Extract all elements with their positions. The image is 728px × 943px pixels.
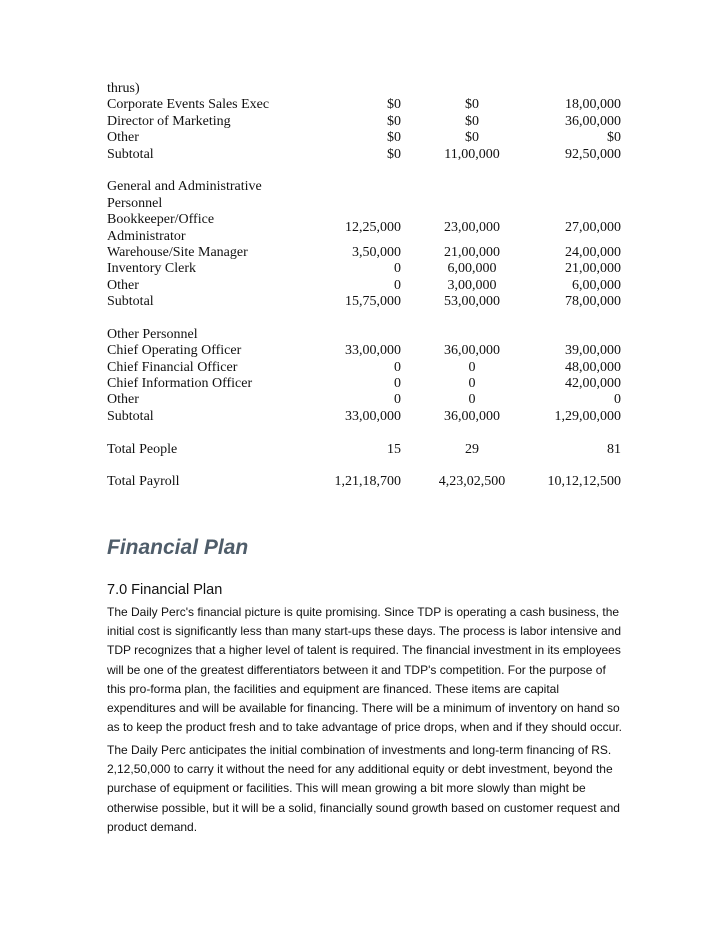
spacer (107, 163, 627, 179)
year1-value: 33,00,000 (345, 343, 401, 359)
table-row: Warehouse/Site Manager 3,50,000 21,00,000 24,00,000 (107, 244, 621, 260)
year1-value: 0 (394, 359, 401, 375)
text-line: as to keep the product fresh and to take advantage of price drops, when and if they should occur. (107, 720, 622, 735)
year3-value: 27,00,000 (565, 220, 621, 236)
year3-value: 0 (614, 392, 621, 408)
text-line: TDP recognizes that a higher level of talent is required. The financial investment in its employees (107, 643, 621, 658)
spacer (107, 425, 627, 441)
row-label: Subtotal (107, 408, 154, 424)
table-row: Other $0 $0 $0 (107, 130, 621, 146)
year1-value: 15,75,000 (345, 294, 401, 310)
table-row: Other 0 3,00,000 6,00,000 (107, 277, 621, 293)
row-label: Chief Operating Officer (107, 343, 242, 359)
table-row: Total People 15 29 81 (107, 441, 621, 457)
year3-value: 1,29,00,000 (554, 408, 621, 424)
table-row (107, 327, 627, 343)
table-row: Inventory Clerk 0 6,00,000 21,00,000 (107, 261, 621, 277)
year1-value: $0 (387, 130, 401, 146)
year1-value: 0 (394, 392, 401, 408)
row-label: Subtotal (107, 146, 154, 162)
row-label: Subtotal (107, 294, 154, 310)
spacer (107, 458, 627, 474)
row-label: Total People (107, 441, 178, 457)
text-line: will be one of the greatest differentiators between it and TDP's competition. For the purpose of (107, 662, 606, 677)
row-label: Director of Marketing (107, 113, 231, 129)
table-row: Subtotal 15,75,000 53,00,000 78,00,000 (107, 294, 621, 310)
year1-value: 3,50,000 (352, 244, 401, 260)
year3-value: 36,00,000 (565, 113, 621, 129)
table-row (107, 196, 627, 212)
year3-value: 78,00,000 (565, 294, 621, 310)
year1-value: 15 (387, 441, 401, 457)
section-heading: Financial Plan (107, 536, 249, 559)
row-label: Inventory Clerk (107, 261, 197, 277)
row-label: thrus) (107, 81, 140, 96)
section-label: Personnel (107, 195, 163, 211)
text-line: expenditures and will be available for financing. There will be a minimum of inventory on hand so (107, 701, 620, 716)
table-row: Corporate Events Sales Exec $0 $0 18,00,000 (107, 97, 621, 113)
year1-value: $0 (387, 97, 401, 113)
table-row: Total Payroll 1,21,18,700 4,23,02,500 10,12,12,500 (107, 474, 621, 490)
year1-value: 0 (394, 376, 401, 392)
year3-value: 18,00,000 (565, 97, 621, 113)
table-row: Subtotal 33,00,000 36,00,000 1,29,00,000 (107, 408, 621, 424)
row-label: Other (107, 130, 139, 146)
year3-value: 10,12,12,500 (547, 474, 621, 490)
table-row: Other 0 0 0 (107, 392, 621, 408)
row-label: Corporate Events Sales Exec (107, 97, 270, 113)
section-subheading: 7.0 Financial Plan (107, 582, 223, 598)
text-line: purchase of equipment or facilities. This will mean growing a bit more slowly than might be (107, 781, 586, 796)
year3-value: 39,00,000 (565, 343, 621, 359)
spacer (107, 310, 627, 326)
year3-value: 81 (607, 441, 621, 457)
year1-value: 33,00,000 (345, 408, 401, 424)
table-row: Subtotal $0 11,00,000 92,50,000 (107, 146, 621, 162)
year1-value: 1,21,18,700 (334, 474, 401, 490)
year1-value: 0 (394, 261, 401, 277)
table-row (107, 179, 627, 195)
row-label: Warehouse/Site Manager (107, 244, 248, 260)
row-label: Total Payroll (107, 474, 180, 490)
text-line: this pro-forma plan, the facilities and equipment are financed. These items are capital (107, 681, 560, 696)
year3-value: 42,00,000 (565, 376, 621, 392)
row-label: Other (107, 277, 139, 293)
table-row: Chief Operating Officer 33,00,000 36,00,000 39,00,000 (107, 343, 621, 359)
table-row: Bookkeeper/Office Administrator 12,25,000 23,00,000 27,00,000 (107, 212, 621, 244)
paragraph-2 (107, 741, 627, 837)
year1-value: $0 (387, 146, 401, 162)
section-label: Other Personnel (107, 326, 198, 342)
year3-value: 48,00,000 (565, 359, 621, 375)
personnel-table (107, 81, 627, 491)
year3-value: 6,00,000 (572, 277, 621, 293)
text-line: product demand. (107, 819, 198, 834)
year3-value: 24,00,000 (565, 244, 621, 260)
table-row: Director of Marketing $0 $0 36,00,000 (107, 113, 621, 129)
text-line: The Daily Perc anticipates the initial combination of investments and long-term financing of RS. (107, 743, 612, 757)
table-row (107, 81, 627, 97)
year1-value: $0 (387, 113, 401, 129)
section-label: General and Administrative (107, 179, 262, 195)
text-line: initial cost is significantly less than many start-ups these days. The process is labor intensive and (107, 624, 622, 639)
row-label: Other (107, 392, 139, 408)
table-row: Chief Financial Officer 0 0 48,00,000 (107, 359, 621, 375)
paragraph-1 (107, 603, 627, 737)
year1-value: 12,25,000 (345, 220, 401, 236)
text-line: otherwise possible, but it will be a solid, financially sound growth based on customer request and (107, 800, 620, 815)
text-line: The Daily Perc's financial picture is quite promising. Since TDP is operating a cash business, the (107, 605, 620, 619)
row-label: Chief Financial Officer (107, 359, 238, 375)
row-label: Chief Information Officer (107, 376, 253, 392)
year3-value: $0 (607, 130, 621, 146)
row-label: Bookkeeper/Office Administrator (107, 212, 215, 244)
text-line: 2,12,50,000 to carry it without the need for any additional equity or debt investment, beyond the (107, 762, 613, 777)
year3-value: 21,00,000 (565, 261, 621, 277)
year3-value: 92,50,000 (565, 146, 621, 162)
table-row: Chief Information Officer 0 0 42,00,000 (107, 376, 621, 392)
year1-value: 0 (394, 277, 401, 293)
